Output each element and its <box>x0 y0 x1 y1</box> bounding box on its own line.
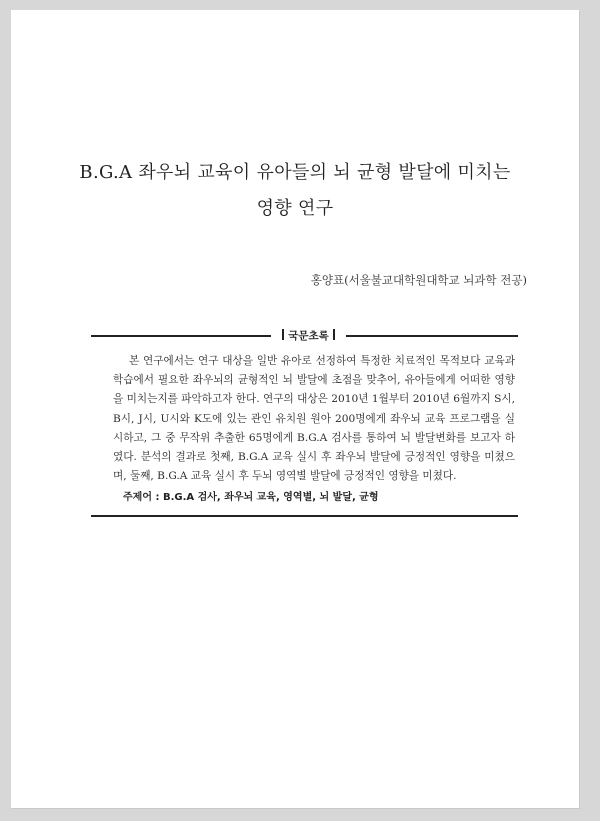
paper-title <box>11 155 579 227</box>
paper-title-line-1: B.G.A 좌우뇌 교육이 유아들의 뇌 균형 발달에 미치는 <box>79 162 511 183</box>
abstract-footer-rule <box>91 515 518 517</box>
rule-right <box>346 335 518 337</box>
rule-left <box>91 335 271 337</box>
abstract-header-rule <box>91 329 518 342</box>
abstract-heading <box>271 328 346 343</box>
keywords: 주제어 : B.G.A 검사, 좌우뇌 교육, 영역별, 뇌 발달, 균형 <box>123 492 379 503</box>
abstract-body: 본 연구에서는 연구 대상을 일반 유아로 선정하여 특정한 치료적인 목적보다 교육과 학습에서 필요한 좌우뇌의 균형적인 뇌 발달에 초점을 맞추어, 유아들에게 어떠한 영향을 미치는지를 파악하고자 한다. 연구의 대상은 2010년 1월부터 2010년 6월까지 S시, B시, J시, U시와 K도에 있는 관인 유치원 원아 200명에게 좌우뇌 교육 프로그램을 실시하고, 그 중 무작위 추출한 65명에게 B.G.A 검사를 통하여 뇌 발달변화를 보고자 하였다. 분석의 결과로 첫째, B.G.A 교육 실시 후 좌우뇌 발달에 긍정적인 영향을 미쳤으며, 둘째, B.G.A 교육 실시 후 두뇌 영역별 발달에 긍정적인 영향을 미쳤다. <box>113 355 515 483</box>
author-affiliation: 홍양표(서울불교대학원대학교 뇌과학 전공) <box>310 273 527 287</box>
document-page <box>11 10 579 808</box>
abstract-heading-text: 국문초록 <box>288 330 329 342</box>
heading-bar-left <box>282 329 284 340</box>
paper-title-line-2: 영향 연구 <box>256 198 334 219</box>
heading-bar-right <box>333 329 335 340</box>
